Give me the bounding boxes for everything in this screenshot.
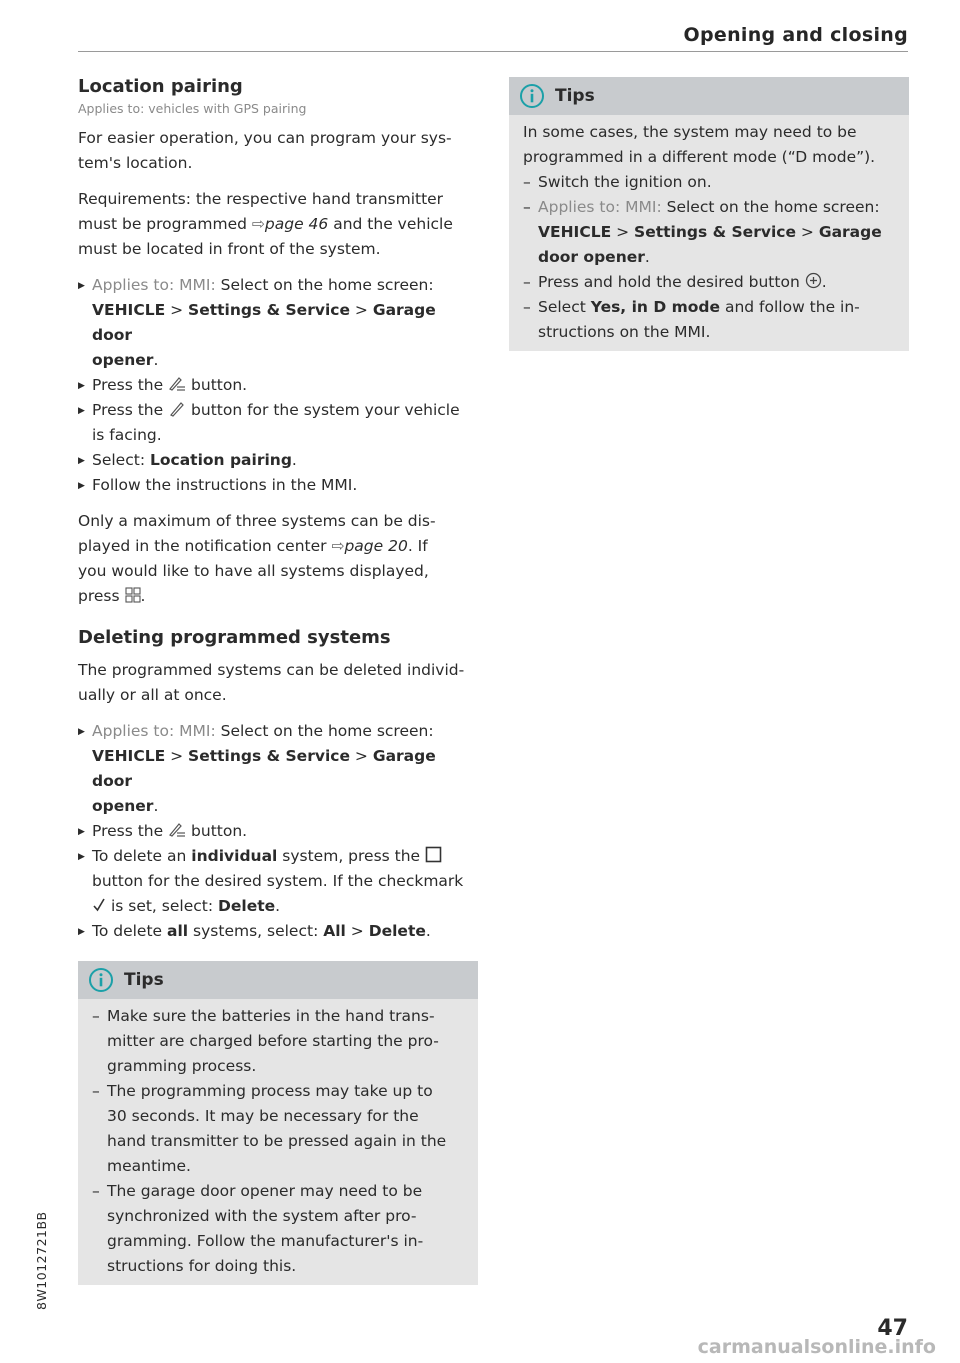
checkmark-icon <box>92 897 106 913</box>
step-select-location-pairing: ▶ Select: Location pairing. <box>78 448 478 473</box>
location-pairing-requirements: Requirements: the respective hand transmitter must be programmed ⇨page 46 and the vehicle must be located in front of the system. <box>78 190 453 258</box>
page-ref-arrow-icon: ⇨ <box>251 215 265 233</box>
grid-icon <box>125 587 141 603</box>
info-icon <box>519 83 545 109</box>
edit-list-icon <box>168 375 186 392</box>
tips-item: – Switch the ignition on. <box>523 173 712 191</box>
watermark: carmanualsonline.info <box>697 1336 936 1358</box>
step-delete-all: ▶ To delete all systems, select: All > Delete. <box>78 919 478 944</box>
page-number: 47 <box>877 1316 908 1341</box>
tips-body <box>78 999 478 1285</box>
left-column <box>78 76 478 1285</box>
page-ref-arrow-icon: ⇨ <box>331 537 345 555</box>
tips-item: – Select Yes, in D mode and follow the in- structions on the MMI. <box>523 298 860 341</box>
plus-circle-icon <box>805 272 822 289</box>
location-pairing-heading: Location pairing <box>78 76 243 97</box>
page-header-title: Opening and closing <box>683 24 908 46</box>
edit-list-icon <box>168 821 186 838</box>
tips-body <box>509 115 909 351</box>
tips-header <box>78 961 478 999</box>
tips-item: – Applies to: MMI: Select on the home screen: VEHICLE > Settings & Service > Garage door opener. <box>523 198 882 266</box>
deleting-intro: The programmed systems can be deleted individ- ually or all at once. <box>78 661 465 704</box>
tips-box-right <box>509 77 909 351</box>
tips-item: – Make sure the batteries in the hand trans- mitter are charged before starting the pro- gramming process. <box>92 1007 439 1075</box>
step-press-edit-list: ▶ Press the button. <box>78 373 478 398</box>
tips-header <box>509 77 909 115</box>
tips-item: – The garage door opener may need to be synchronized with the system after pro- gramming. Follow the manufacturer's in- structions for doing this. <box>92 1182 424 1275</box>
header-divider <box>78 51 908 52</box>
step-follow-instructions: ▶ Follow the instructions in the MMI. <box>78 473 478 498</box>
pencil-icon <box>168 400 186 417</box>
tips-intro: In some cases, the system may need to be programmed in a different mode (“D mode”). <box>523 123 876 166</box>
tips-box-left <box>78 961 478 1285</box>
tips-label: Tips <box>555 86 595 106</box>
info-icon <box>88 967 114 993</box>
step-press-edit-list: ▶ Press the button. <box>78 819 478 844</box>
page-46-link[interactable]: page 46 <box>264 215 329 233</box>
page-20-link[interactable]: page 20 <box>344 537 408 555</box>
tips-item: – Press and hold the desired button . <box>523 273 827 291</box>
deleting-heading: Deleting programmed systems <box>78 627 391 648</box>
location-pairing-note: Only a maximum of three systems can be dis- played in the notification center ⇨page 20. If you would like to have all systems displayed, press . <box>78 512 436 605</box>
location-pairing-intro: For easier operation, you can program your sys- tem's location. <box>78 129 452 172</box>
right-column <box>509 77 909 351</box>
tips-label: Tips <box>124 970 164 990</box>
tips-item: – The programming process may take up to 30 seconds. It may be necessary for the hand transmitter to be pressed again in the meantime. <box>92 1082 447 1175</box>
step-press-pencil: ▶ Press the button for the system your vehicle is facing. <box>78 398 478 448</box>
step-delete-individual: ▶ To delete an individual system, press the button for the desired system. If the checkmark is set, select: Delete. <box>78 844 478 919</box>
location-pairing-applies: Applies to: vehicles with GPS pairing <box>78 101 307 116</box>
checkbox-icon <box>425 846 442 863</box>
step-select-home-screen: ▶ Applies to: MMI: Select on the home screen: VEHICLE > Settings & Service > Garage door opener. <box>78 273 478 373</box>
location-pairing-steps <box>78 273 478 498</box>
document-code: 8W1012721BB <box>34 1211 49 1310</box>
step-select-home-screen: ▶ Applies to: MMI: Select on the home screen: VEHICLE > Settings & Service > Garage door opener. <box>78 719 478 819</box>
deleting-steps <box>78 719 478 944</box>
